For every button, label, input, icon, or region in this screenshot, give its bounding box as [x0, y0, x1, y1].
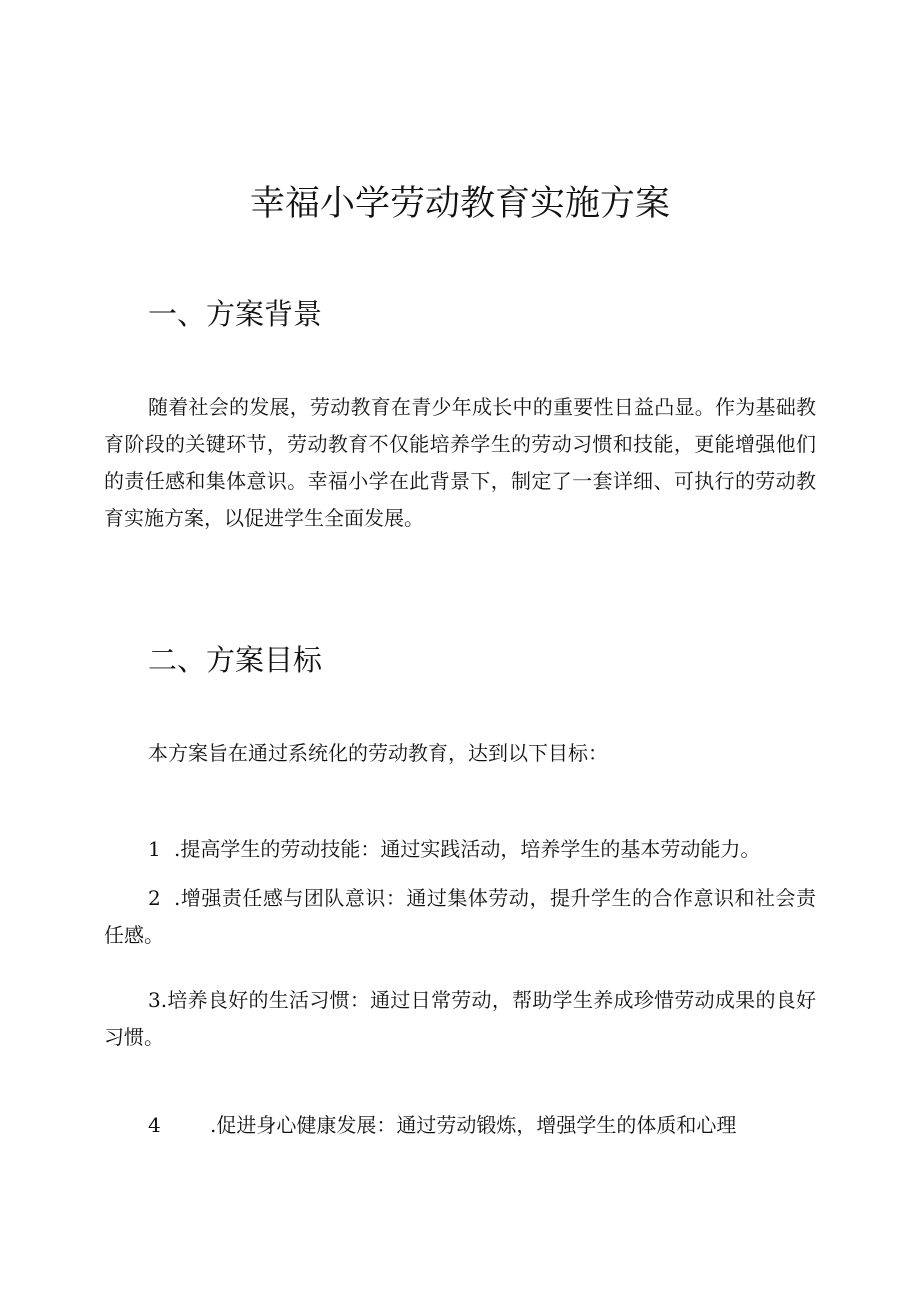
goal-item-4 — [104, 1107, 816, 1144]
goal-text: .提高学生的劳动技能：通过实践活动，培养学生的基本劳动能力。 — [174, 837, 761, 861]
goal-item-2 — [104, 880, 816, 954]
section-heading-background: 一、方案背景 — [148, 297, 323, 331]
goal-text: 培养良好的生活习惯：通过日常劳动，帮助学生养成珍惜劳动成果的良好习惯。 — [104, 988, 816, 1049]
goals-intro-paragraph: 本方案旨在通过系统化的劳动教育，达到以下目标： — [148, 741, 608, 765]
goal-item-1 — [104, 831, 816, 868]
goal-number: 3. — [148, 988, 168, 1012]
background-paragraph: 随着社会的发展，劳动教育在青少年成长中的重要性日益凸显。作为基础教育阶段的关键环节，劳动教育不仅能培养学生的劳动习惯和技能，更能增强他们的责任感和集体意识。幸福小学在此背景下，制定了一套详细、可执行的劳动教育实施方案，以促进学生全面发展。 — [104, 395, 816, 530]
document-title: 幸福小学劳动教育实施方案 — [249, 184, 670, 224]
goal-item-3 — [104, 982, 816, 1056]
goal-number: 1 — [148, 837, 161, 861]
goal-number: 2 — [148, 886, 161, 910]
goal-number: 4 — [148, 1113, 161, 1137]
goal-text: .促进身心健康发展：通过劳动锻炼，增强学生的体质和心理 — [210, 1113, 737, 1137]
section-heading-goals: 二、方案目标 — [148, 643, 323, 677]
goal-text: .增强责任感与团队意识：通过集体劳动，提升学生的合作意识和社会责任感。 — [104, 886, 816, 947]
